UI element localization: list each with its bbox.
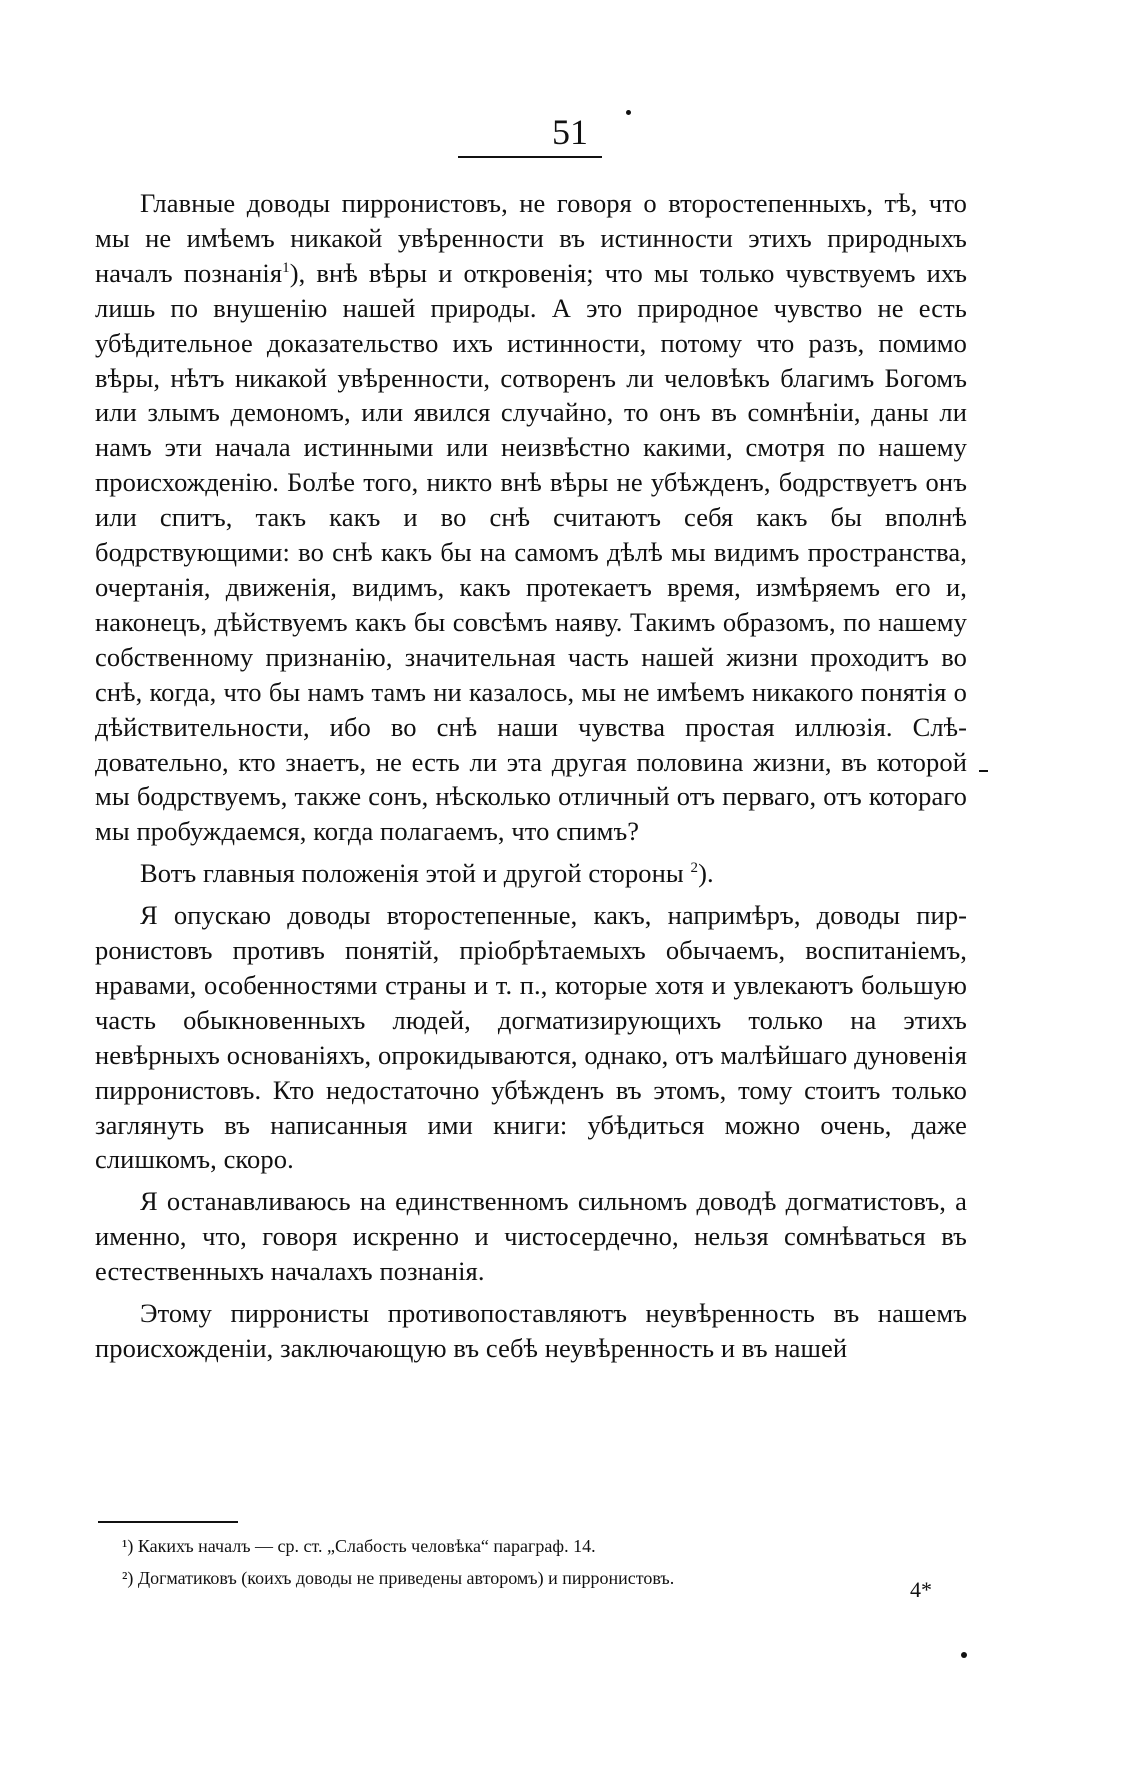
paragraph-text: ), внѣ вѣры и откровенія; что мы только чувствуемъ ихъ лишь по внушенію нашей природы. А это природное чувство не есть убѣдительное доказательство ихъ истинности, потому что разъ, помимо вѣры, нѣтъ никакой увѣренности, сотворенъ ли человѣкъ благимъ Богомъ или злымъ демономъ, или явился случайно, то онъ въ сомнѣніи, даны ли намъ эти начала истинными или неизвѣстно какими, смотря по нашему происхожденію. Болѣе того, никто внѣ вѣры не убѣжденъ, бодрствуетъ онъ или спитъ, такъ какъ и во снѣ считаютъ себя какъ бы вполнѣ бодрствующими: во снѣ какъ бы на самомъ дѣлѣ мы видимъ пространства, очертанія, движенія, видимъ, какъ протекаетъ время, измѣряемъ его и, наконецъ, дѣйствуемъ какъ бы совсѣмъ наяву. Такимъ образомъ, по нашему собственному признанію, значительная часть нашей жизни проходитъ во снѣ, когда, что бы намъ тамъ ни казалось, мы не имѣемъ никакого понятія о дѣйствительности, ибо во снѣ наши чувства простая иллюзія. Слѣдовательно, кто знаетъ, не есть ли эта другая половина жизни, въ которой мы бодрствуемъ, также сонъ, нѣсколько отличный отъ перваго, отъ котораго мы пробуждаемся, когда полагаемъ, что спимъ? <box>95 257 967 847</box>
signature-mark: 4* <box>910 1577 932 1602</box>
footnotes <box>122 1530 922 1594</box>
paragraph: Я опускаю доводы второстепенные, какъ, напримѣръ, доводы пирронистовъ противъ понятій, пріобрѣтаемыхъ обычаемъ, воспитаніемъ, нравами, особенностями страны и т. п., которые хотя и увлекаютъ большую часть обыкновенныхъ людей, догматизирующихъ только на этихъ невѣрныхъ основаніяхъ, опрокидываются, однако, отъ малѣйшаго дуновенія пирронистовъ. Кто недостаточно убѣжденъ въ этомъ, тому стоитъ только заглянуть въ написанныя ими книги: убѣдиться можно очень, даже слишкомъ, скоро. <box>95 900 967 1175</box>
paragraph-text: Главные доводы пирронистовъ, не говоря о второстепенныхъ, тѣ, что мы не имѣемъ никакой увѣренности въ истинности этихъ природныхъ началъ познанія <box>95 188 967 288</box>
page-number-rule <box>458 156 602 158</box>
footnote-ref: 2 <box>690 860 699 877</box>
footnote: ¹) Какихъ началъ — ср. ст. „Слабость человѣка“ параграф. 14. <box>122 1536 596 1556</box>
paragraph <box>95 856 967 891</box>
paragraph: Я останавливаюсь на единственномъ сильномъ доводѣ догматистовъ, а именно, что, говоря искренно и чистосердечно, нельзя сомнѣваться въ естественныхъ началахъ познанія. <box>95 1186 967 1287</box>
paragraph: Этому пирронисты противопоставляютъ неувѣренность въ нашемъ происхожденіи, заключающую въ себѣ неувѣренность и въ нашей <box>95 1298 967 1363</box>
body-text <box>95 186 967 1366</box>
page-number: 51 <box>552 112 588 152</box>
ink-dot <box>626 110 631 115</box>
paragraph-text: ). <box>698 858 714 889</box>
footnote-ref: 1 <box>282 259 290 276</box>
footnote: ²) Догматиковъ (коихъ доводы не приведены авторомъ) и пирронистовъ. <box>122 1568 675 1588</box>
footnote-rule <box>98 1521 238 1523</box>
paragraph-text: Вотъ главныя положенія этой и другой стороны <box>140 858 684 889</box>
margin-mark <box>979 770 988 772</box>
ink-dot <box>961 1652 967 1658</box>
paragraph <box>95 186 967 849</box>
